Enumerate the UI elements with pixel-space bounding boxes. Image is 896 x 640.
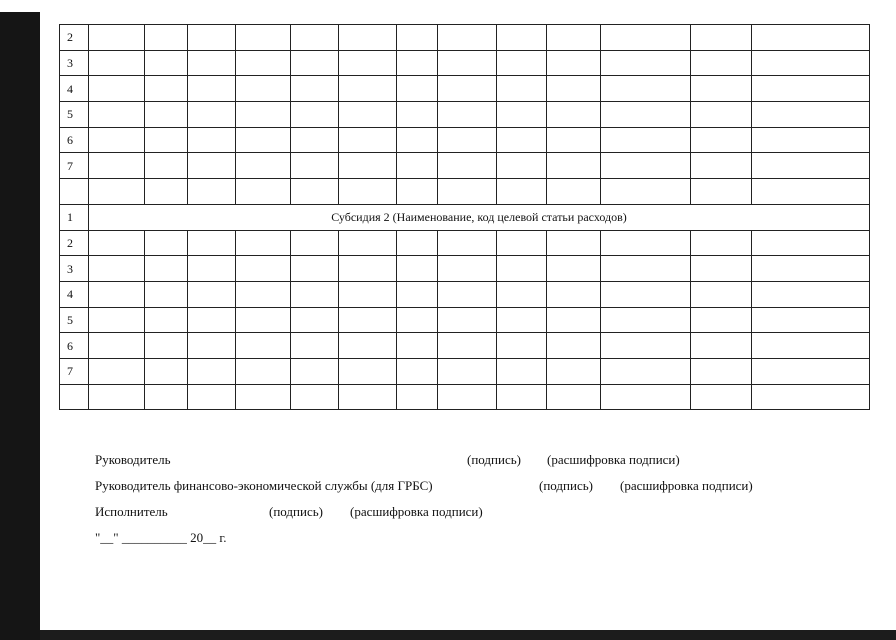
table-cell xyxy=(438,127,497,153)
table-cell xyxy=(339,281,397,307)
row-number-cell: 3 xyxy=(60,50,89,76)
table-cell xyxy=(438,76,497,102)
table-cell xyxy=(691,384,752,410)
table-row xyxy=(60,384,870,410)
table-cell xyxy=(89,179,145,205)
table-cell xyxy=(497,76,547,102)
table-cell xyxy=(601,230,691,256)
table-cell xyxy=(236,102,291,128)
signature-decode-label: (расшифровка подписи) xyxy=(620,478,753,493)
table-cell xyxy=(236,179,291,205)
table-cell xyxy=(752,179,870,205)
table-cell xyxy=(291,25,339,51)
table-cell xyxy=(547,76,601,102)
table-cell xyxy=(397,333,438,359)
table-row xyxy=(60,307,870,333)
table-cell xyxy=(236,153,291,179)
table-cell xyxy=(752,50,870,76)
table-cell xyxy=(339,153,397,179)
table-cell xyxy=(291,256,339,282)
table-cell xyxy=(497,384,547,410)
table-cell xyxy=(188,230,236,256)
table-cell xyxy=(89,50,145,76)
table-cell xyxy=(145,102,188,128)
subsidy-header-row xyxy=(60,204,870,230)
row-number-cell: 7 xyxy=(60,358,89,384)
table-cell xyxy=(691,25,752,51)
table-cell xyxy=(691,333,752,359)
table-cell xyxy=(188,127,236,153)
table-cell xyxy=(236,281,291,307)
table-cell xyxy=(601,281,691,307)
table-cell xyxy=(691,179,752,205)
row-number-cell: 4 xyxy=(60,76,89,102)
table-cell xyxy=(601,127,691,153)
table-row xyxy=(60,153,870,179)
table-cell xyxy=(291,153,339,179)
table-cell xyxy=(601,307,691,333)
signature-label: (подпись) xyxy=(467,452,521,467)
table-cell xyxy=(547,358,601,384)
table-cell xyxy=(397,50,438,76)
table-cell xyxy=(547,256,601,282)
table-cell xyxy=(601,25,691,51)
table-cell xyxy=(291,50,339,76)
table-cell xyxy=(89,153,145,179)
table-cell xyxy=(188,333,236,359)
table-cell xyxy=(438,153,497,179)
table-cell xyxy=(89,76,145,102)
table-cell xyxy=(438,281,497,307)
table-cell xyxy=(691,153,752,179)
table-cell xyxy=(236,384,291,410)
table-cell xyxy=(497,358,547,384)
role-executor: Исполнитель xyxy=(95,504,168,519)
table-cell xyxy=(547,50,601,76)
table-cell xyxy=(236,25,291,51)
role-head: Руководитель xyxy=(95,452,171,467)
table-cell xyxy=(497,127,547,153)
table-cell xyxy=(752,384,870,410)
table-cell xyxy=(397,76,438,102)
table-row xyxy=(60,25,870,51)
table-cell xyxy=(188,25,236,51)
table-cell xyxy=(547,307,601,333)
table-cell xyxy=(89,281,145,307)
table-cell xyxy=(752,230,870,256)
table-cell xyxy=(339,127,397,153)
table-cell xyxy=(397,307,438,333)
table-cell xyxy=(339,358,397,384)
table-cell xyxy=(236,76,291,102)
table-cell xyxy=(752,281,870,307)
table-cell xyxy=(145,256,188,282)
table-row xyxy=(60,50,870,76)
table-cell xyxy=(339,384,397,410)
table-cell xyxy=(145,307,188,333)
row-number-cell: 5 xyxy=(60,307,89,333)
table-cell xyxy=(752,127,870,153)
table-cell xyxy=(397,256,438,282)
table-cell xyxy=(397,384,438,410)
table-cell xyxy=(397,25,438,51)
table-cell xyxy=(497,333,547,359)
row-number-cell: 1 xyxy=(60,204,89,230)
table-cell xyxy=(145,50,188,76)
table-cell xyxy=(291,76,339,102)
table-cell xyxy=(691,358,752,384)
table-cell xyxy=(547,127,601,153)
table-cell xyxy=(497,307,547,333)
table-cell xyxy=(691,281,752,307)
table-row xyxy=(60,281,870,307)
table-cell xyxy=(236,256,291,282)
date-field: "__" __________ 20__ г. xyxy=(95,530,227,545)
table-cell xyxy=(339,102,397,128)
row-number-cell: 6 xyxy=(60,127,89,153)
table-cell xyxy=(497,230,547,256)
table-cell xyxy=(397,127,438,153)
table-cell xyxy=(339,25,397,51)
table-cell xyxy=(236,230,291,256)
table-cell xyxy=(397,281,438,307)
signature-label: (подпись) xyxy=(539,478,593,493)
table-cell xyxy=(497,153,547,179)
table-cell xyxy=(601,76,691,102)
table-cell xyxy=(438,230,497,256)
table-cell xyxy=(438,179,497,205)
table-cell xyxy=(438,256,497,282)
table-cell xyxy=(397,153,438,179)
table-cell xyxy=(145,76,188,102)
table-cell xyxy=(547,281,601,307)
table-cell xyxy=(188,102,236,128)
table-cell xyxy=(145,153,188,179)
table-cell xyxy=(236,358,291,384)
table-row xyxy=(60,230,870,256)
table-row xyxy=(60,179,870,205)
table-cell xyxy=(691,102,752,128)
table-cell xyxy=(691,50,752,76)
table-cell xyxy=(188,76,236,102)
table-cell xyxy=(145,333,188,359)
table-cell xyxy=(438,102,497,128)
table-cell xyxy=(438,333,497,359)
table-row xyxy=(60,333,870,359)
table-row xyxy=(60,256,870,282)
table-cell xyxy=(89,333,145,359)
table-cell xyxy=(339,333,397,359)
table-cell xyxy=(145,281,188,307)
table-cell xyxy=(752,102,870,128)
table-cell xyxy=(339,179,397,205)
row-number-cell xyxy=(60,179,89,205)
table-cell xyxy=(601,384,691,410)
table-row xyxy=(60,127,870,153)
table-cell xyxy=(691,76,752,102)
table-cell xyxy=(752,358,870,384)
row-number-cell: 5 xyxy=(60,102,89,128)
table-cell xyxy=(547,384,601,410)
table-row xyxy=(60,358,870,384)
table-cell xyxy=(438,25,497,51)
table-cell xyxy=(339,307,397,333)
table-cell xyxy=(397,358,438,384)
table-cell xyxy=(291,384,339,410)
table-cell xyxy=(339,50,397,76)
table-cell xyxy=(752,256,870,282)
table-cell xyxy=(601,333,691,359)
table-cell xyxy=(339,76,397,102)
table-cell xyxy=(497,256,547,282)
table-body xyxy=(60,25,870,410)
signature-decode-label: (расшифровка подписи) xyxy=(350,504,483,519)
table-cell xyxy=(601,358,691,384)
table-cell xyxy=(752,25,870,51)
table-cell xyxy=(691,307,752,333)
table-cell xyxy=(236,333,291,359)
table-cell xyxy=(89,307,145,333)
table-cell xyxy=(89,358,145,384)
table-cell xyxy=(691,256,752,282)
table-cell xyxy=(752,76,870,102)
table-cell xyxy=(601,153,691,179)
table-cell xyxy=(89,230,145,256)
table-cell xyxy=(752,153,870,179)
table-row xyxy=(60,102,870,128)
table-cell xyxy=(339,256,397,282)
table-cell xyxy=(236,307,291,333)
table-cell xyxy=(291,307,339,333)
table-cell xyxy=(601,102,691,128)
table-cell xyxy=(339,230,397,256)
table-cell xyxy=(691,230,752,256)
table-cell xyxy=(497,50,547,76)
table-cell xyxy=(547,102,601,128)
table-cell xyxy=(145,230,188,256)
table-cell xyxy=(291,358,339,384)
table-cell xyxy=(547,333,601,359)
row-number-cell xyxy=(60,384,89,410)
table-cell xyxy=(438,307,497,333)
scan-left-edge xyxy=(0,12,40,640)
table-cell xyxy=(547,230,601,256)
table-cell xyxy=(291,102,339,128)
table-cell xyxy=(291,127,339,153)
table-cell xyxy=(145,25,188,51)
table-cell xyxy=(145,358,188,384)
table-cell xyxy=(145,127,188,153)
table-cell xyxy=(438,384,497,410)
table-cell xyxy=(188,50,236,76)
subsidy-title-cell: Субсидия 2 (Наименование, код целевой статьи расходов) xyxy=(89,204,870,230)
table-cell xyxy=(89,25,145,51)
table-cell xyxy=(397,179,438,205)
subsidy-table xyxy=(59,24,870,410)
table-cell xyxy=(497,179,547,205)
table-cell xyxy=(89,256,145,282)
table-cell xyxy=(188,179,236,205)
table-cell xyxy=(188,256,236,282)
table-cell xyxy=(89,102,145,128)
table-cell xyxy=(145,384,188,410)
table-row xyxy=(60,76,870,102)
table-cell xyxy=(89,384,145,410)
table-cell xyxy=(291,230,339,256)
table-cell xyxy=(145,179,188,205)
table-cell xyxy=(601,179,691,205)
table-cell xyxy=(438,358,497,384)
table-cell xyxy=(752,307,870,333)
table-cell xyxy=(236,50,291,76)
signature-decode-label: (расшифровка подписи) xyxy=(547,452,680,467)
row-number-cell: 4 xyxy=(60,281,89,307)
scan-bottom-edge xyxy=(40,630,896,640)
table-cell xyxy=(188,281,236,307)
table-cell xyxy=(601,50,691,76)
table-cell xyxy=(188,307,236,333)
table-cell xyxy=(438,50,497,76)
row-number-cell: 2 xyxy=(60,25,89,51)
table-cell xyxy=(547,153,601,179)
table-cell xyxy=(547,179,601,205)
table-cell xyxy=(291,179,339,205)
table-cell xyxy=(497,281,547,307)
table-cell xyxy=(752,333,870,359)
table-cell xyxy=(291,333,339,359)
signature-label: (подпись) xyxy=(269,504,323,519)
table-cell xyxy=(89,127,145,153)
table-cell xyxy=(691,127,752,153)
table-cell xyxy=(397,230,438,256)
table-cell xyxy=(497,25,547,51)
row-number-cell: 7 xyxy=(60,153,89,179)
table-cell xyxy=(236,127,291,153)
row-number-cell: 3 xyxy=(60,256,89,282)
table-cell xyxy=(601,256,691,282)
table-cell xyxy=(188,384,236,410)
table-cell xyxy=(547,25,601,51)
document-page xyxy=(40,0,896,630)
row-number-cell: 2 xyxy=(60,230,89,256)
table-cell xyxy=(291,281,339,307)
table-cell xyxy=(188,358,236,384)
row-number-cell: 6 xyxy=(60,333,89,359)
role-finance-head: Руководитель финансово-экономической службы (для ГРБС) xyxy=(95,478,433,493)
table-cell xyxy=(397,102,438,128)
table-cell xyxy=(188,153,236,179)
table-cell xyxy=(497,102,547,128)
